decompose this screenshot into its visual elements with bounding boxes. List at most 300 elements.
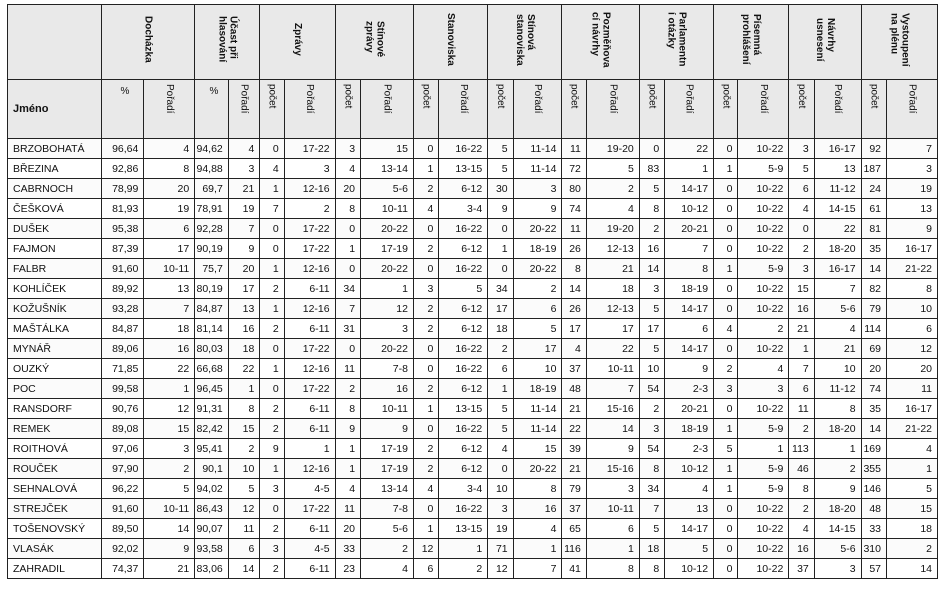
table-cell: 22 — [562, 419, 586, 439]
table-cell: 20-22 — [513, 219, 562, 239]
member-name-cell: MAŠTÁLKA — [8, 319, 102, 339]
table-cell: 113 — [789, 439, 814, 459]
table-cell: 1 — [260, 359, 284, 379]
table-cell: 1 — [714, 259, 738, 279]
table-cell: 21-22 — [887, 259, 938, 279]
table-cell: 31 — [335, 319, 360, 339]
table-cell: 10-22 — [738, 179, 789, 199]
table-cell: 6-12 — [439, 299, 488, 319]
table-cell: 14 — [861, 259, 886, 279]
table-cell: 9 — [513, 199, 562, 219]
column-group-header — [335, 5, 413, 80]
table-cell: 3 — [639, 279, 664, 299]
table-cell: 16-22 — [439, 139, 488, 159]
member-name-cell: ROITHOVÁ — [8, 439, 102, 459]
table-cell: 5-9 — [738, 259, 789, 279]
table-cell: 2 — [814, 459, 861, 479]
table-cell: 0 — [714, 499, 738, 519]
table-cell: 9 — [144, 539, 195, 559]
column-group-header — [101, 5, 195, 80]
member-name-cell: TOŠENOVSKÝ — [8, 519, 102, 539]
table-cell: 5 — [488, 399, 513, 419]
table-row — [8, 139, 938, 159]
table-cell: 6-12 — [439, 379, 488, 399]
column-subheader-label: počet — [266, 84, 278, 109]
member-name-cell: DUŠEK — [8, 219, 102, 239]
table-cell: 0 — [413, 219, 438, 239]
table-cell: 5-9 — [738, 459, 789, 479]
table-row — [8, 299, 938, 319]
column-subheader-label: Pořadí — [757, 84, 769, 114]
table-cell: 11 — [789, 399, 814, 419]
table-cell: 4 — [814, 319, 861, 339]
table-cell: 7 — [639, 499, 664, 519]
table-cell: 12 — [144, 399, 195, 419]
table-cell: 81,93 — [101, 199, 144, 219]
table-cell: 16-22 — [439, 359, 488, 379]
table-row — [8, 479, 938, 499]
table-cell: 18-19 — [513, 239, 562, 259]
table-cell: 0 — [260, 499, 284, 519]
table-cell: 16 — [639, 239, 664, 259]
table-cell: 26 — [562, 239, 586, 259]
table-cell: 2 — [413, 459, 438, 479]
column-group-label: Parlamentn í otázky — [665, 12, 688, 67]
table-cell: 21 — [144, 559, 195, 579]
table-cell: 1 — [738, 439, 789, 459]
column-subheader — [639, 80, 664, 139]
table-cell: 4 — [260, 159, 284, 179]
table-cell: 89,08 — [101, 419, 144, 439]
table-cell: 17 — [586, 319, 639, 339]
table-cell: 9 — [260, 439, 284, 459]
table-cell: 13 — [228, 299, 260, 319]
table-cell: 5 — [488, 139, 513, 159]
table-cell: 3 — [335, 139, 360, 159]
table-cell: 6 — [789, 379, 814, 399]
table-cell: 3 — [260, 539, 284, 559]
table-cell: 5-6 — [814, 539, 861, 559]
table-cell: 57 — [861, 559, 886, 579]
column-subheader — [789, 80, 814, 139]
table-cell: 2 — [513, 279, 562, 299]
column-subheader — [562, 80, 586, 139]
table-cell: 12-13 — [586, 239, 639, 259]
table-cell: 8 — [562, 259, 586, 279]
table-cell: 6-12 — [439, 459, 488, 479]
table-cell: 0 — [260, 219, 284, 239]
table-cell: 1 — [260, 459, 284, 479]
column-subheader — [488, 80, 513, 139]
table-cell: 7 — [260, 199, 284, 219]
column-group-header — [861, 5, 937, 80]
table-cell: 13-15 — [439, 159, 488, 179]
table-cell: 1 — [513, 539, 562, 559]
table-cell: 9 — [814, 479, 861, 499]
member-name-cell: ČEŠKOVÁ — [8, 199, 102, 219]
table-cell: 74 — [562, 199, 586, 219]
table-cell: 3 — [284, 159, 335, 179]
table-cell: 1 — [335, 239, 360, 259]
table-cell: 2 — [413, 439, 438, 459]
table-cell: 97,90 — [101, 459, 144, 479]
table-cell: 17 — [513, 339, 562, 359]
table-cell: 7 — [665, 239, 714, 259]
table-cell: 11-14 — [513, 139, 562, 159]
table-cell: 12 — [361, 299, 414, 319]
table-cell: 19 — [144, 199, 195, 219]
table-cell: 6-12 — [439, 319, 488, 339]
table-cell: 8 — [887, 279, 938, 299]
table-cell: 1 — [665, 159, 714, 179]
table-cell: 34 — [488, 279, 513, 299]
column-group-header — [639, 5, 713, 80]
table-cell: 37 — [562, 359, 586, 379]
table-cell: 2 — [260, 419, 284, 439]
table-row — [8, 399, 938, 419]
table-cell: 2 — [439, 559, 488, 579]
column-group-header — [488, 5, 562, 80]
table-cell: 11-12 — [814, 379, 861, 399]
table-cell: 10-22 — [738, 199, 789, 219]
table-cell: 80,19 — [195, 279, 229, 299]
table-cell: 20-22 — [361, 219, 414, 239]
table-cell: 12-13 — [586, 299, 639, 319]
table-cell: 3 — [260, 479, 284, 499]
table-cell: 9 — [361, 419, 414, 439]
table-cell: 16-17 — [814, 259, 861, 279]
header-subheader-row — [8, 80, 938, 139]
table-cell: 79 — [861, 299, 886, 319]
table-cell: 4 — [335, 479, 360, 499]
table-cell: 0 — [413, 419, 438, 439]
mep-activity-table — [7, 4, 938, 579]
table-cell: 12-16 — [284, 299, 335, 319]
table-cell: 6-11 — [284, 559, 335, 579]
column-group-header — [789, 5, 861, 80]
table-cell: 78,91 — [195, 199, 229, 219]
table-cell: 16 — [513, 499, 562, 519]
table-cell: 21 — [586, 259, 639, 279]
table-cell: 169 — [861, 439, 886, 459]
table-cell: 20-22 — [513, 459, 562, 479]
table-cell: 0 — [714, 219, 738, 239]
table-cell: 18 — [639, 539, 664, 559]
table-cell: 10 — [488, 479, 513, 499]
table-cell: 5 — [665, 539, 714, 559]
table-cell: 17-19 — [361, 239, 414, 259]
table-cell: 16-17 — [814, 139, 861, 159]
member-name-cell: KOŽUŠNÍK — [8, 299, 102, 319]
table-cell: 65 — [562, 519, 586, 539]
table-cell: 14-15 — [814, 519, 861, 539]
table-cell: 7 — [335, 299, 360, 319]
table-cell: 20 — [335, 179, 360, 199]
table-cell: 20-22 — [361, 259, 414, 279]
table-cell: 35 — [861, 399, 886, 419]
table-cell: 1 — [488, 379, 513, 399]
table-row — [8, 439, 938, 459]
table-cell: 9 — [228, 239, 260, 259]
table-cell: 72 — [562, 159, 586, 179]
table-cell: 7 — [814, 279, 861, 299]
table-cell: 17 — [488, 299, 513, 319]
table-cell: 5 — [639, 179, 664, 199]
table-cell: 2-3 — [665, 439, 714, 459]
table-cell: 8 — [335, 399, 360, 419]
member-name-cell: CABRNOCH — [8, 179, 102, 199]
column-group-label: Návrhy usnesení — [813, 17, 836, 62]
table-cell: 2 — [639, 399, 664, 419]
table-cell: 46 — [789, 459, 814, 479]
table-cell: 10-22 — [738, 339, 789, 359]
column-subheader — [861, 80, 886, 139]
member-name-cell: BRZOBOHATÁ — [8, 139, 102, 159]
table-cell: 9 — [887, 219, 938, 239]
table-cell: 9 — [335, 419, 360, 439]
table-cell: 83,06 — [195, 559, 229, 579]
table-cell: 11 — [887, 379, 938, 399]
column-group-label: Stínové zprávy — [363, 21, 386, 58]
table-cell: 0 — [714, 399, 738, 419]
table-cell: 16 — [789, 299, 814, 319]
column-subheader-label: Pořadí — [238, 84, 250, 114]
table-cell: 14-17 — [665, 299, 714, 319]
table-cell: 10-11 — [586, 359, 639, 379]
table-cell: 8 — [639, 199, 664, 219]
table-cell: 99,58 — [101, 379, 144, 399]
table-cell: 7 — [144, 299, 195, 319]
table-cell: 89,06 — [101, 339, 144, 359]
table-cell: 2 — [413, 319, 438, 339]
table-cell: 14-17 — [665, 179, 714, 199]
table-cell: 5 — [488, 159, 513, 179]
table-cell: 14-17 — [665, 519, 714, 539]
table-cell: 2 — [789, 239, 814, 259]
table-cell: 11 — [562, 139, 586, 159]
column-subheader — [586, 80, 639, 139]
table-cell: 22 — [586, 339, 639, 359]
header-corner — [8, 5, 102, 80]
table-cell: 10-12 — [665, 459, 714, 479]
table-cell: 33 — [861, 519, 886, 539]
table-cell: 6-12 — [439, 179, 488, 199]
table-cell: 94,62 — [195, 139, 229, 159]
table-cell: 10-12 — [665, 559, 714, 579]
table-row — [8, 539, 938, 559]
table-row — [8, 379, 938, 399]
table-cell: 21-22 — [887, 419, 938, 439]
table-cell: 2 — [789, 419, 814, 439]
table-cell: 1 — [260, 259, 284, 279]
table-cell: 15-16 — [586, 399, 639, 419]
table-cell: 20 — [861, 359, 886, 379]
table-cell: 20 — [335, 519, 360, 539]
table-cell: 6 — [228, 539, 260, 559]
column-subheader-label: Pořadí — [163, 84, 175, 114]
table-cell: 96,45 — [195, 379, 229, 399]
table-cell: 16-22 — [439, 419, 488, 439]
table-cell: 39 — [562, 439, 586, 459]
member-name-cell: BŘEZINA — [8, 159, 102, 179]
table-cell: 3 — [144, 439, 195, 459]
table-cell: 6-11 — [284, 519, 335, 539]
column-subheader — [228, 80, 260, 139]
table-cell: 2 — [413, 299, 438, 319]
table-cell: 6 — [887, 319, 938, 339]
table-cell: 8 — [586, 559, 639, 579]
table-cell: 0 — [714, 199, 738, 219]
table-cell: 14 — [861, 419, 886, 439]
table-cell: 91,60 — [101, 499, 144, 519]
table-cell: 30 — [488, 179, 513, 199]
table-cell: 26 — [562, 299, 586, 319]
table-cell: 0 — [260, 139, 284, 159]
table-cell: 10-11 — [361, 199, 414, 219]
table-cell: 17-22 — [284, 379, 335, 399]
table-cell: 18-20 — [814, 239, 861, 259]
table-cell: 84,87 — [101, 319, 144, 339]
table-cell: 87,39 — [101, 239, 144, 259]
table-cell: 13 — [814, 159, 861, 179]
table-cell: 80,03 — [195, 339, 229, 359]
table-cell: 8 — [639, 559, 664, 579]
table-cell: 11 — [562, 219, 586, 239]
table-cell: 90,07 — [195, 519, 229, 539]
table-cell: 18-19 — [665, 279, 714, 299]
table-cell: 1 — [413, 399, 438, 419]
table-cell: 94,02 — [195, 479, 229, 499]
table-cell: 79 — [562, 479, 586, 499]
column-subheader-label: Pořadí — [381, 84, 393, 114]
column-group-header — [195, 5, 260, 80]
table-cell: 12-16 — [284, 459, 335, 479]
column-subheader-label: Pořadí — [607, 84, 619, 114]
column-group-label: Účast při hlasování — [216, 16, 239, 63]
member-name-cell: ZAHRADIL — [8, 559, 102, 579]
table-cell: 94,88 — [195, 159, 229, 179]
table-cell: 20 — [144, 179, 195, 199]
table-cell: 22 — [144, 359, 195, 379]
table-cell: 15 — [361, 139, 414, 159]
table-cell: 69 — [861, 339, 886, 359]
table-cell: 10 — [887, 299, 938, 319]
table-cell: 6 — [789, 179, 814, 199]
table-cell: 0 — [789, 219, 814, 239]
table-cell: 17-19 — [361, 459, 414, 479]
table-cell: 48 — [861, 499, 886, 519]
table-cell: 75,7 — [195, 259, 229, 279]
table-cell: 10-11 — [144, 259, 195, 279]
member-name-cell: MYNÁŘ — [8, 339, 102, 359]
table-cell: 10-11 — [361, 399, 414, 419]
table-cell: 10-12 — [665, 199, 714, 219]
table-cell: 54 — [639, 379, 664, 399]
table-cell: 146 — [861, 479, 886, 499]
column-subheader — [335, 80, 360, 139]
table-cell: 15 — [228, 419, 260, 439]
table-cell: 12-16 — [284, 259, 335, 279]
column-subheader-label: počet — [420, 84, 432, 109]
column-subheader-label: Pořadí — [457, 84, 469, 114]
table-row — [8, 559, 938, 579]
table-cell: 3-4 — [439, 479, 488, 499]
table-cell: 0 — [714, 559, 738, 579]
table-cell: 91,60 — [101, 259, 144, 279]
table-row — [8, 199, 938, 219]
table-cell: 4 — [361, 559, 414, 579]
table-row — [8, 319, 938, 339]
table-cell: 7 — [789, 359, 814, 379]
table-cell: 8 — [789, 479, 814, 499]
table-cell: 82 — [861, 279, 886, 299]
table-cell: 20-21 — [665, 399, 714, 419]
table-cell: 4-5 — [284, 479, 335, 499]
table-cell: 14-15 — [814, 199, 861, 219]
table-row — [8, 219, 938, 239]
table-cell: 5 — [714, 439, 738, 459]
table-cell: 2-3 — [665, 379, 714, 399]
table-cell: 18-20 — [814, 499, 861, 519]
table-cell: 7 — [586, 379, 639, 399]
table-cell: 11-14 — [513, 159, 562, 179]
table-cell: 18-19 — [513, 379, 562, 399]
table-cell: 66,68 — [195, 359, 229, 379]
table-cell: 11 — [228, 519, 260, 539]
table-cell: 9 — [665, 359, 714, 379]
table-cell: 5-6 — [361, 519, 414, 539]
table-cell: 17 — [639, 319, 664, 339]
table-cell: 5-9 — [738, 479, 789, 499]
table-cell: 20 — [228, 259, 260, 279]
table-cell: 18-20 — [814, 419, 861, 439]
column-subheader — [413, 80, 438, 139]
table-cell: 0 — [335, 259, 360, 279]
table-cell: 2 — [586, 179, 639, 199]
table-cell: 10 — [228, 459, 260, 479]
table-cell: 0 — [413, 499, 438, 519]
table-row — [8, 459, 938, 479]
table-cell: 16 — [789, 539, 814, 559]
table-cell: 4 — [789, 199, 814, 219]
table-cell: 14 — [562, 279, 586, 299]
table-cell: 13 — [665, 499, 714, 519]
table-cell: 6-11 — [284, 279, 335, 299]
table-cell: 86,43 — [195, 499, 229, 519]
table-cell: 17 — [228, 279, 260, 299]
table-cell: 3 — [513, 179, 562, 199]
table-cell: 96,64 — [101, 139, 144, 159]
table-cell: 18 — [144, 319, 195, 339]
table-cell: 3 — [789, 139, 814, 159]
table-cell: 12 — [413, 539, 438, 559]
table-cell: 0 — [260, 379, 284, 399]
column-subheader — [738, 80, 789, 139]
table-cell: 4 — [562, 339, 586, 359]
table-cell: 4 — [413, 199, 438, 219]
table-row — [8, 419, 938, 439]
column-subheader-label: počet — [342, 84, 354, 109]
table-cell: 0 — [413, 359, 438, 379]
table-cell: 1 — [439, 539, 488, 559]
member-name-cell: REMEK — [8, 419, 102, 439]
table-cell: 15 — [513, 439, 562, 459]
table-cell: 0 — [714, 139, 738, 159]
table-cell: 8 — [513, 479, 562, 499]
table-cell: 14 — [228, 559, 260, 579]
table-row — [8, 359, 938, 379]
table-cell: 16-17 — [887, 399, 938, 419]
